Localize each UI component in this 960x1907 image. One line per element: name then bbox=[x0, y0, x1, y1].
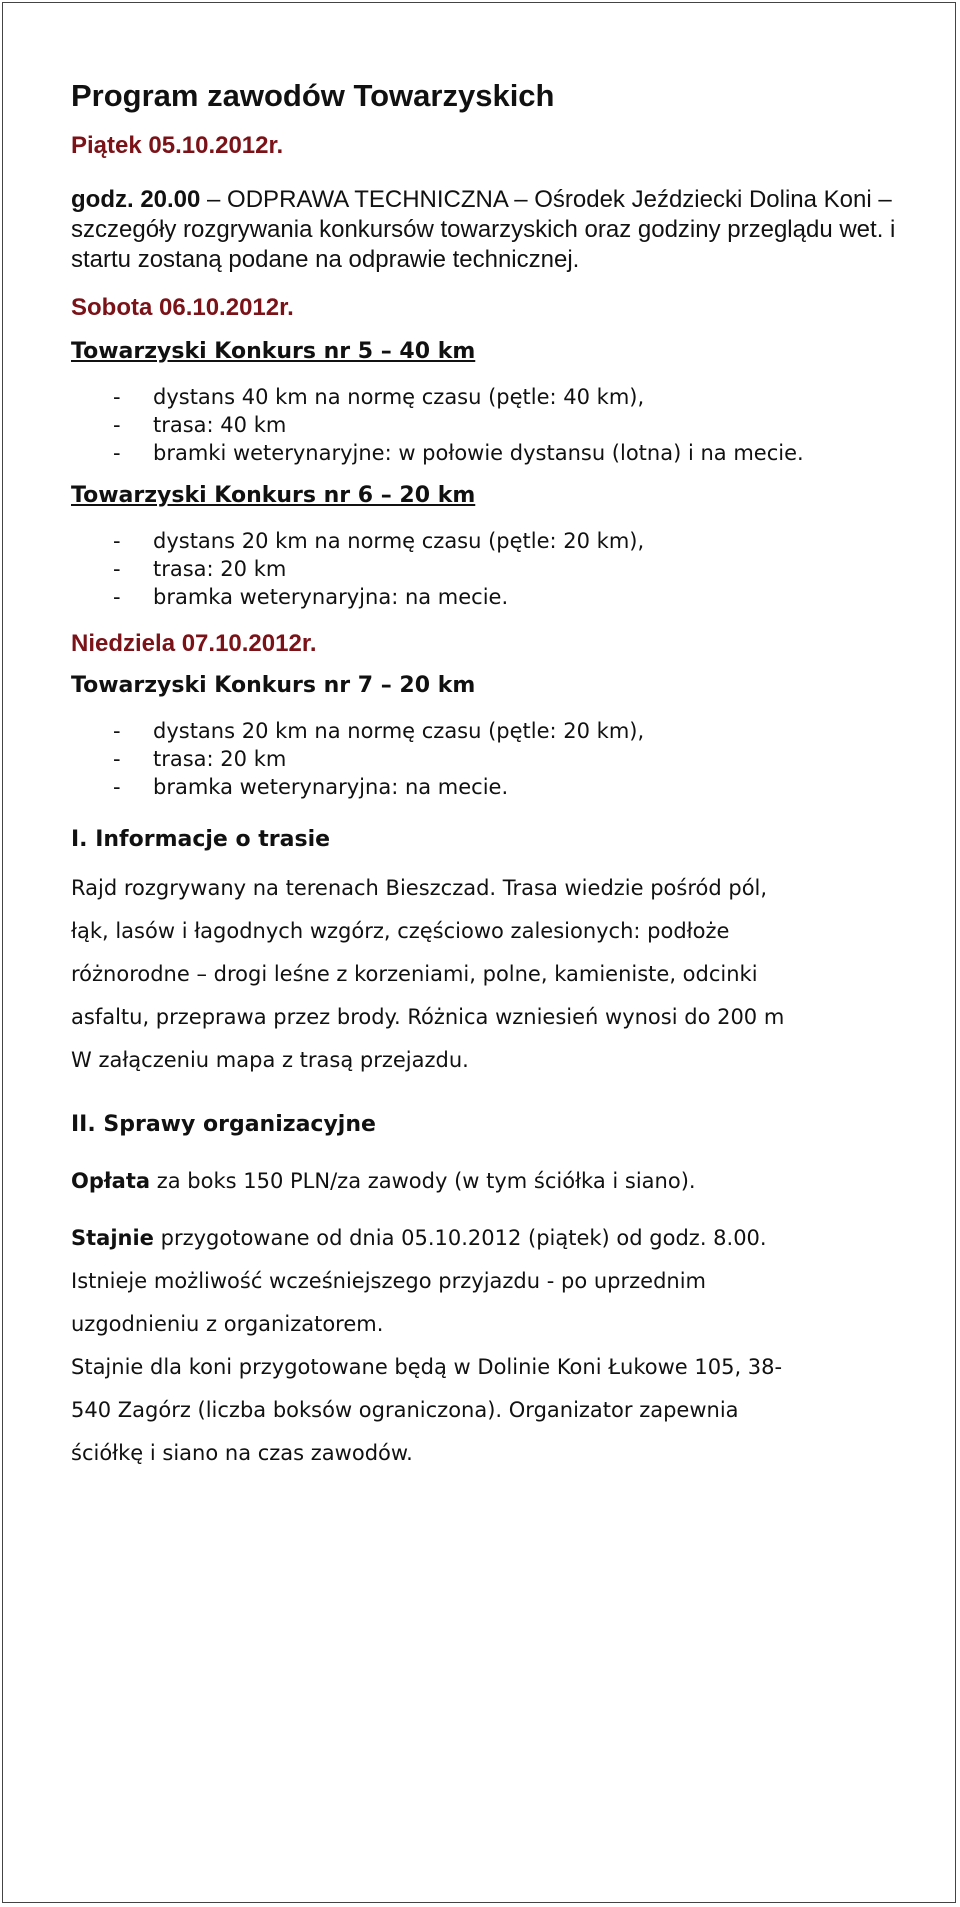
list-dash: - bbox=[113, 775, 121, 799]
list-item: - dystans 40 km na normę czasu (pętle: 40 km), bbox=[113, 385, 645, 409]
briefing-description: – ODPRAWA TECHNICZNA – Ośrodek Jeździecki Dolina Koni – szczegóły rozgrywania konkursów towarzyskich oraz godziny przeglądu wet. i startu zostaną podane na odprawie technicznej. bbox=[71, 186, 896, 273]
text-line: ściółkę i siano na czas zawodów. bbox=[71, 1441, 413, 1465]
organization-text bbox=[71, 1260, 901, 1475]
fee-label: Opłata bbox=[71, 1169, 151, 1193]
list-item: - bramka weterynaryjna: na mecie. bbox=[113, 585, 509, 609]
competition-5-details bbox=[71, 383, 901, 467]
text-line: 540 Zagórz (liczba boksów ograniczona). Organizator zapewnia bbox=[71, 1398, 739, 1422]
list-item: - trasa: 40 km bbox=[113, 413, 287, 437]
list-dash: - bbox=[113, 585, 121, 609]
friday-briefing-text bbox=[71, 185, 901, 275]
list-item: - dystans 20 km na normę czasu (pętle: 20 km), bbox=[113, 719, 645, 743]
list-item: - bramki weterynaryjne: w połowie dystansu (lotna) i na mecie. bbox=[113, 441, 804, 465]
list-item: - trasa: 20 km bbox=[113, 747, 287, 771]
fee-text: za boks 150 PLN/za zawody (w tym ściółka i siano). bbox=[150, 1169, 696, 1193]
text-line: różnorodne – drogi leśne z korzeniami, polne, kamieniste, odcinki bbox=[71, 962, 758, 986]
text-line: uzgodnieniu z organizatorem. bbox=[71, 1312, 384, 1336]
fee-line bbox=[71, 1160, 901, 1203]
stables-text: przygotowane od dnia 05.10.2012 (piątek) od godz. 8.00. bbox=[153, 1226, 767, 1250]
section-heading-organization: II. Sprawy organizacyjne bbox=[71, 1112, 376, 1137]
competition-6-details bbox=[71, 527, 901, 611]
document-page bbox=[2, 2, 956, 1903]
list-item: - dystans 20 km na normę czasu (pętle: 20 km), bbox=[113, 529, 645, 553]
text-line: asfaltu, przeprawa przez brody. Różnica wzniesień wynosi do 200 m bbox=[71, 1005, 785, 1029]
day-heading-sunday: Niedziela 07.10.2012r. bbox=[71, 630, 317, 657]
stables-line bbox=[71, 1217, 901, 1260]
text-line: Stajnie dla koni przygotowane będą w Dolinie Koni Łukowe 105, 38- bbox=[71, 1355, 783, 1379]
list-dash: - bbox=[113, 441, 121, 465]
list-dash: - bbox=[113, 557, 121, 581]
text-line: W załączeniu mapa z trasą przejazdu. bbox=[71, 1048, 469, 1072]
competition-title-7: Towarzyski Konkurs nr 7 – 20 km bbox=[71, 673, 476, 698]
competition-7-details bbox=[71, 717, 901, 801]
list-dash: - bbox=[113, 385, 121, 409]
text-line: Istnieje możliwość wcześniejszego przyjazdu - po uprzednim bbox=[71, 1269, 706, 1293]
day-heading-saturday: Sobota 06.10.2012r. bbox=[71, 294, 294, 321]
route-info-text bbox=[71, 867, 901, 1082]
section-heading-route: I. Informacje o trasie bbox=[71, 827, 331, 852]
list-item: - bramka weterynaryjna: na mecie. bbox=[113, 775, 509, 799]
list-item: - trasa: 20 km bbox=[113, 557, 287, 581]
text-line: Rajd rozgrywany na terenach Bieszczad. Trasa wiedzie pośród pól, bbox=[71, 876, 768, 900]
spacer bbox=[71, 1203, 901, 1217]
stables-label: Stajnie bbox=[71, 1226, 154, 1250]
day-heading-friday: Piątek 05.10.2012r. bbox=[71, 132, 284, 159]
text-line: łąk, lasów i łagodnych wzgórz, częściowo zalesionych: podłoże bbox=[71, 919, 730, 943]
list-dash: - bbox=[113, 719, 121, 743]
briefing-time: godz. 20.00 bbox=[71, 186, 201, 213]
list-dash: - bbox=[113, 747, 121, 771]
document-content bbox=[71, 77, 901, 1475]
competition-title-5: Towarzyski Konkurs nr 5 – 40 km bbox=[71, 339, 476, 364]
list-dash: - bbox=[113, 529, 121, 553]
page-title: Program zawodów Towarzyskich bbox=[71, 78, 555, 113]
competition-title-6: Towarzyski Konkurs nr 6 – 20 km bbox=[71, 483, 476, 508]
list-dash: - bbox=[113, 413, 121, 437]
